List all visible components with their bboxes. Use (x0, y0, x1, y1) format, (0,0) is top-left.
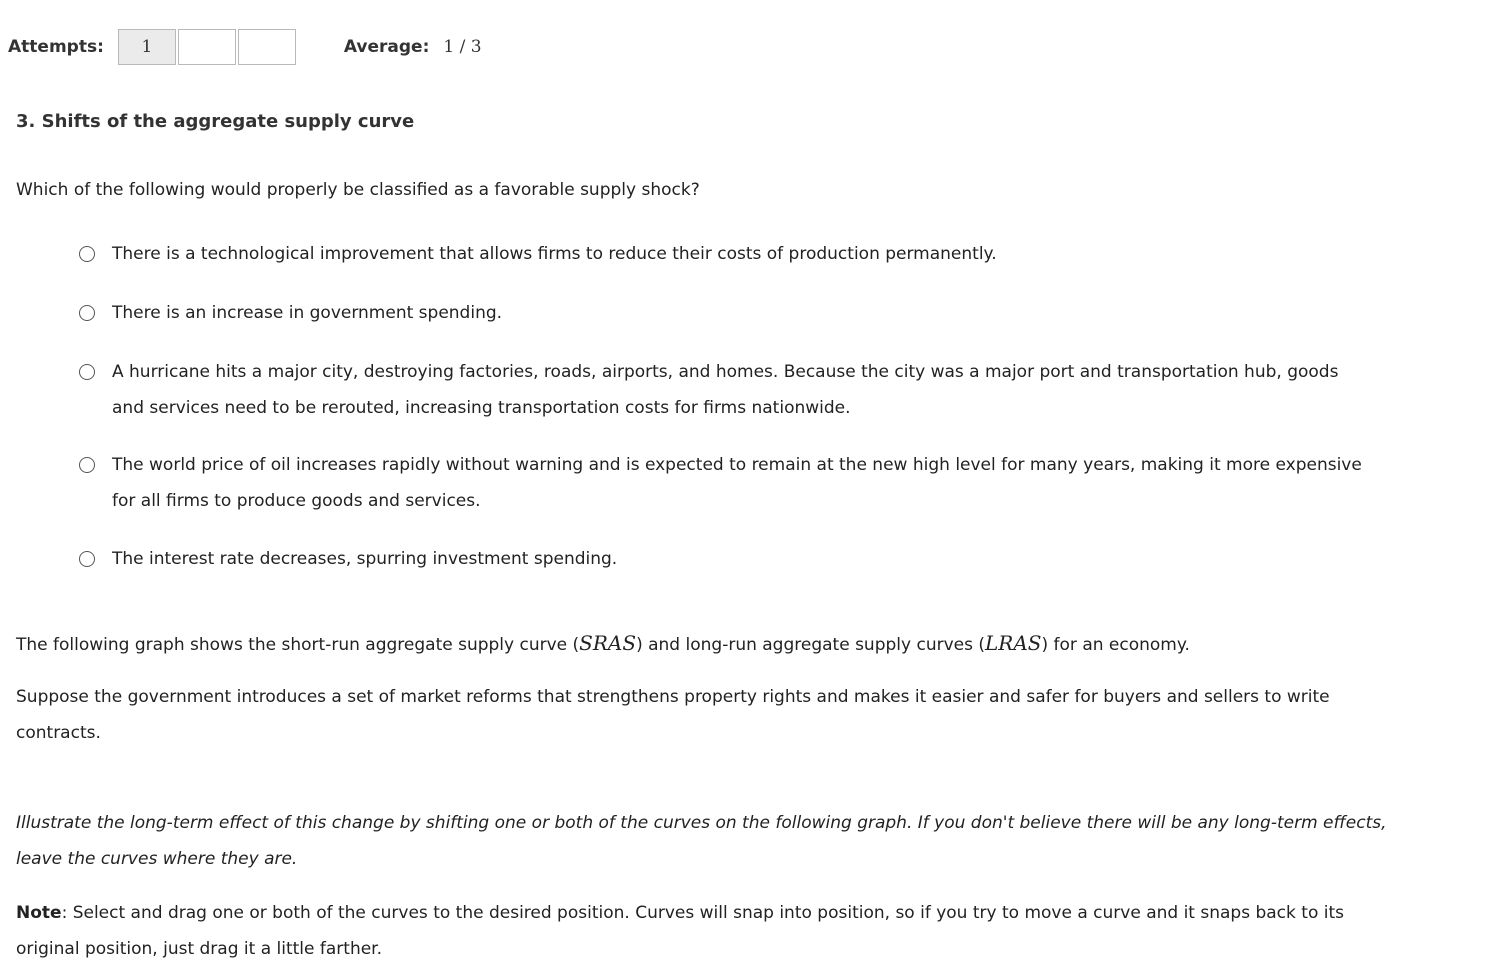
average-label: Average: (343, 37, 430, 57)
answer-option-3[interactable] (79, 354, 1372, 426)
attempt-box-1: 1 (118, 29, 176, 65)
graph-intro (16, 625, 1190, 663)
lras-symbol: LRAS (985, 631, 1042, 655)
reform-text: Suppose the government introduces a set of market reforms that strengthens property rights and makes it easier and safer for buyers and sellers to write contracts. (16, 687, 1330, 743)
radio-button-3[interactable] (79, 364, 95, 380)
radio-button-5[interactable] (79, 551, 95, 567)
note-body: : Select and drag one or both of the curves to the desired position. Curves will snap into position, so if you try to move a curve and it snaps back to its original position, just drag it a little farther. (16, 903, 1344, 959)
note-text (16, 895, 1406, 967)
answer-option-5[interactable] (79, 541, 1372, 577)
attempt-box-2 (178, 29, 236, 65)
question-title: 3. Shifts of the aggregate supply curve (16, 111, 415, 132)
note-label: Note (16, 903, 62, 923)
answer-option-4[interactable] (79, 447, 1372, 519)
graph-intro-text: ) and long-run aggregate supply curves ( (636, 635, 986, 655)
instruction-text: Illustrate the long-term effect of this change by shifting one or both of the curves on the following graph. If you don't believe there will be any long-term effects, leave the curves where they are. (16, 813, 1387, 869)
graph-intro-text: ) for an economy. (1041, 635, 1190, 655)
radio-button-1[interactable] (79, 246, 95, 262)
answer-option-label[interactable]: The interest rate decreases, spurring investment spending. (112, 549, 618, 569)
attempt-box-3 (238, 29, 296, 65)
attempts-label: Attempts: (8, 37, 104, 57)
answer-option-label[interactable]: The world price of oil increases rapidly without warning and is expected to remain at the new high level for many years, making it more expensive for all firms to produce goods and services. (112, 455, 1362, 511)
sras-symbol: SRAS (579, 631, 637, 655)
answer-option-label[interactable]: There is a technological improvement that allows firms to reduce their costs of production permanently. (112, 244, 997, 264)
attempts-bar (8, 27, 482, 67)
average-value: 1 / 3 (443, 37, 482, 57)
answer-option-label[interactable]: There is an increase in government spending. (112, 303, 503, 323)
graph-intro-text: The following graph shows the short-run aggregate supply curve ( (16, 635, 580, 655)
radio-button-2[interactable] (79, 305, 95, 321)
answer-option-2[interactable] (79, 295, 1372, 331)
answer-option-1[interactable] (79, 236, 1372, 272)
answer-option-label[interactable]: A hurricane hits a major city, destroying factories, roads, airports, and homes. Because the city was a major port and transportation hub, goods and services need to be rerouted, increasing transportation costs for firms nationwide. (112, 362, 1339, 418)
radio-button-4[interactable] (79, 457, 95, 473)
question-prompt: Which of the following would properly be classified as a favorable supply shock? (16, 180, 700, 200)
